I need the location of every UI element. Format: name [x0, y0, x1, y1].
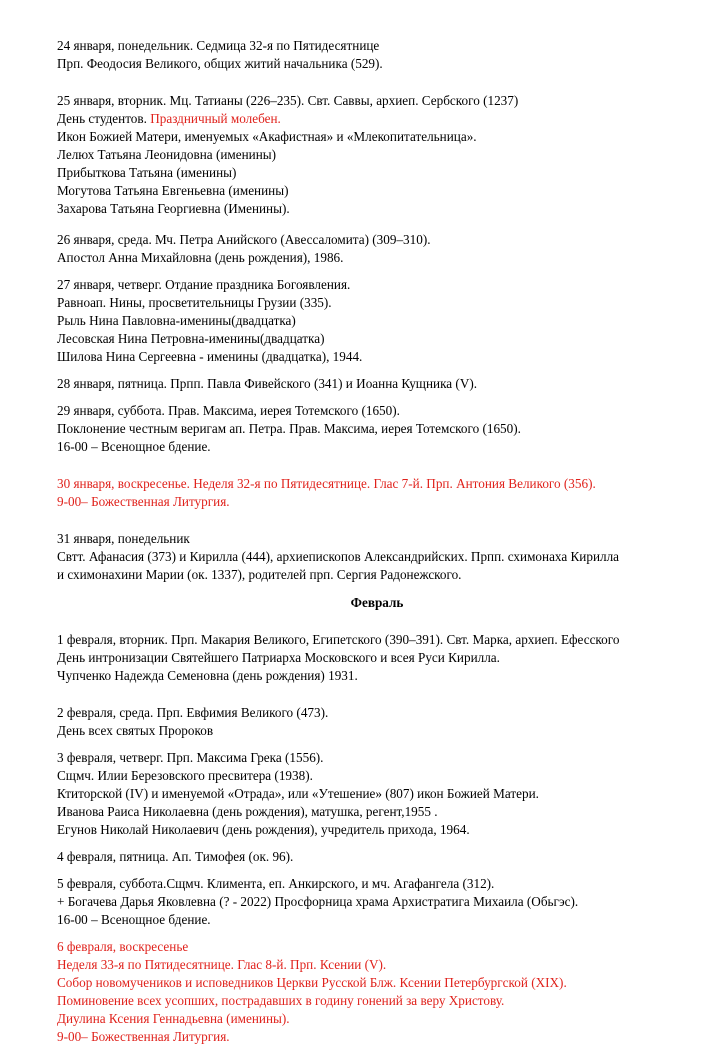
entry-line	[57, 402, 697, 420]
entry-text: Сщмч. Илии Березовского пресвитера (1938).	[57, 768, 313, 783]
highlighted-text: 9-00– Божественная Литургия.	[57, 494, 230, 509]
entry-line	[57, 848, 697, 866]
entry-text: Апостол Анна Михайловна (день рождения), 1986.	[57, 250, 344, 265]
entry-line	[57, 938, 697, 956]
entry-line	[57, 667, 697, 685]
entry-line	[57, 164, 697, 182]
entry-line	[57, 493, 697, 511]
entry-text: Захарова Татьяна Георгиевна (Именины).	[57, 201, 290, 216]
entry-text: 26 января, среда. Мч. Петра Анийского (Авессаломита) (309–310).	[57, 232, 431, 247]
entry-line	[57, 566, 697, 584]
highlighted-text: Диулина Ксения Геннадьевна (именины).	[57, 1011, 290, 1026]
calendar-entry	[57, 475, 697, 511]
entry-line	[57, 475, 697, 493]
calendar-entry	[57, 37, 697, 73]
entry-text: День интронизации Святейшего Патриарха Московского и всея Руси Кирилла.	[57, 650, 500, 665]
entry-text: 31 января, понедельник	[57, 531, 190, 546]
entry-text: Прибыткова Татьяна (именины)	[57, 165, 237, 180]
entry-line	[57, 530, 697, 548]
entry-line	[57, 722, 697, 740]
entry-text: Поклонение честным веригам ап. Петра. Прав. Максима, иерея Тотемского (1650).	[57, 421, 521, 436]
calendar-entry	[57, 92, 697, 218]
entry-text: 29 января, суббота. Прав. Максима, иерея Тотемского (1650).	[57, 403, 400, 418]
entry-line	[57, 330, 697, 348]
highlighted-text: 6 февраля, воскресенье	[57, 939, 189, 954]
entry-text: Егунов Николай Николаевич (день рождения), учредитель прихода, 1964.	[57, 822, 470, 837]
highlighted-text: Собор новомучеников и исповедников Церкви Русской Блж. Ксении Петербургской (XIX).	[57, 975, 567, 990]
calendar-entry	[57, 375, 697, 393]
entry-line	[57, 974, 697, 992]
entry-text: Чупченко Надежда Семеновна (день рождения) 1931.	[57, 668, 358, 683]
entry-text: 1 февраля, вторник. Прп. Макария Великого, Египетского (390–391). Свт. Марка, архиеп. Ефесского	[57, 632, 620, 647]
entry-line	[57, 420, 697, 438]
entry-line	[57, 649, 697, 667]
entry-text: День всех святых Пророков	[57, 723, 214, 738]
entry-line	[57, 276, 697, 294]
entry-line	[57, 911, 697, 929]
entry-text: Лелюх Татьяна Леонидовна (именины)	[57, 147, 277, 162]
entry-line	[57, 631, 697, 649]
calendar-entry	[57, 530, 697, 584]
calendar-entry	[57, 875, 697, 929]
calendar-entry	[57, 631, 697, 685]
entry-text: 16-00 – Всенощное бдение.	[57, 912, 211, 927]
entry-line	[57, 1028, 697, 1046]
entry-line	[57, 704, 697, 722]
highlighted-text: 9-00– Божественная Литургия.	[57, 1029, 230, 1044]
entry-line	[57, 548, 697, 566]
entry-text: 5 февраля, суббота.Сщмч. Климента, еп. Анкирского, и мч. Агафангела (312).	[57, 876, 495, 891]
entry-line	[57, 146, 697, 164]
calendar-entry	[57, 938, 697, 1046]
entry-line	[57, 749, 697, 767]
entry-text: Свтт. Афанасия (373) и Кирилла (444), архиепископов Александрийских. Прпп. схимонаха Кирилла	[57, 549, 620, 564]
entry-text: Лесовская Нина Петровна-именины(двадцатка)	[57, 331, 325, 346]
calendar-entry	[57, 749, 697, 839]
entry-line	[57, 893, 697, 911]
entry-line	[57, 55, 697, 73]
highlighted-text: Неделя 33-я по Пятидесятнице. Глас 8-й. Прп. Ксении (V).	[57, 957, 387, 972]
highlighted-text: Праздничный молебен.	[150, 111, 281, 126]
entry-line	[57, 348, 697, 366]
entry-line	[57, 767, 697, 785]
entry-text: Прп. Феодосия Великого, общих житий начальника (529).	[57, 56, 383, 71]
entry-line	[57, 37, 697, 55]
entry-line	[57, 200, 697, 218]
entry-text: 2 февраля, среда. Прп. Евфимия Великого (473).	[57, 705, 329, 720]
entry-text: День студентов.	[57, 111, 151, 126]
january-entries	[57, 37, 697, 584]
highlighted-text: Поминовение всех усопших, пострадавших в годину гонений за веру Христову.	[57, 993, 505, 1008]
entry-text: 3 февраля, четверг. Прп. Максима Грека (1556).	[57, 750, 324, 765]
entry-line	[57, 1010, 697, 1028]
entry-line	[57, 875, 697, 893]
calendar-entry	[57, 848, 697, 866]
entry-line	[57, 231, 697, 249]
entry-text: + Богачева Дарья Яковлевна (? - 2022) Просфорница храма Архистратига Михаила (Обьгэс).	[57, 894, 579, 909]
entry-line	[57, 182, 697, 200]
calendar-entry	[57, 231, 697, 267]
entry-text: 27 января, четверг. Отдание праздника Богоявления.	[57, 277, 351, 292]
entry-line	[57, 992, 697, 1010]
february-entries	[57, 631, 697, 1046]
calendar-entry	[57, 704, 697, 740]
entry-text: 4 февраля, пятница. Ап. Тимофея (ок. 96).	[57, 849, 294, 864]
entry-line	[57, 128, 697, 146]
month-heading: Февраль	[350, 595, 404, 610]
entry-line	[57, 821, 697, 839]
highlighted-text: 30 января, воскресенье. Неделя 32-я по Пятидесятнице. Глас 7-й. Прп. Антония Великого (356).	[57, 476, 596, 491]
entry-line	[57, 312, 697, 330]
entry-text: 24 января, понедельник. Седмица 32-я по Пятидесятнице	[57, 38, 380, 53]
entry-text: Шилова Нина Сергеевна - именины (двадцатка), 1944.	[57, 349, 363, 364]
entry-text: Равноап. Нины, просветительницы Грузии (335).	[57, 295, 332, 310]
entry-text: Рыль Нина Павловна-именины(двадцатка)	[57, 313, 296, 328]
entry-text: Могутова Татьяна Евгеньевна (именины)	[57, 183, 289, 198]
entry-line	[57, 294, 697, 312]
entry-text: Иванова Раиса Николаевна (день рождения), матушка, регент,1955 .	[57, 804, 438, 819]
entry-line	[57, 375, 697, 393]
entry-text: 25 января, вторник. Мц. Татианы (226–235). Свт. Саввы, архиеп. Сербского (1237)	[57, 93, 519, 108]
entry-line	[57, 92, 697, 110]
calendar-entry	[57, 402, 697, 456]
entry-text: 16-00 – Всенощное бдение.	[57, 439, 211, 454]
entry-line	[57, 110, 697, 128]
entry-line	[57, 438, 697, 456]
entry-line	[57, 785, 697, 803]
document-page	[57, 37, 697, 1046]
entry-line	[57, 956, 697, 974]
entry-text: Ктиторской (IV) и именуемой «Отрада», или «Утешение» (807) икон Божией Матери.	[57, 786, 539, 801]
entry-text: Икон Божией Матери, именуемых «Акафистная» и «Млекопитательница».	[57, 129, 477, 144]
calendar-entry	[57, 276, 697, 366]
entry-line	[57, 249, 697, 267]
entry-line	[57, 803, 697, 821]
entry-text: 28 января, пятница. Прпп. Павла Фивейского (341) и Иоанна Кущника (V).	[57, 376, 478, 391]
entry-text: и схимонахини Марии (ок. 1337), родителей прп. Сергия Радонежского.	[57, 567, 462, 582]
